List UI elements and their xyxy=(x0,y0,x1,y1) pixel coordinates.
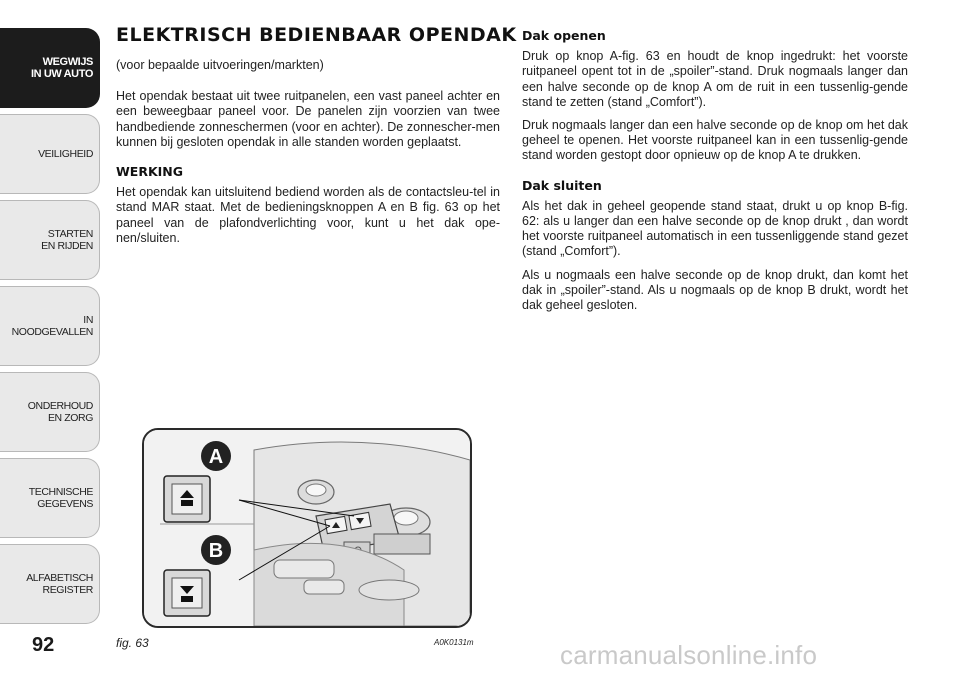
dak-sluiten-paragraph-2: Als u nogmaals een halve seconde op de knop drukt, dan komt het dak in „spoiler”-stand. Als u nogmaals op de knop B drukt, wordt het dak geheel gesloten. xyxy=(522,267,908,313)
tab-starten-en-rijden[interactable]: STARTEN EN RIJDEN xyxy=(0,200,100,280)
dak-openen-paragraph-2: Druk nogmaals langer dan een halve seconde op de knop om het dak geheel te openen. Het voorste ruitpaneel kan in een tussenlig-gende stand worden gestopt door opnieuw op de knop A te drukken. xyxy=(522,118,908,163)
callout-a-label: A xyxy=(208,446,224,468)
page-number: 92 xyxy=(32,634,55,656)
chapter-sidebar xyxy=(0,0,102,677)
werking-paragraph: Het opendak kan uitsluitend bediend worden als de contactsleu-tel in stand MAR staat. Met de bedieningsknoppen A en B fig. 63 op het paneel van de plafondverlichting voor, kunt u het dak ope-nen/sluiten. xyxy=(116,185,500,245)
callout-b-label: B xyxy=(208,540,224,562)
tab-wegwijs[interactable]: WEGWIJS IN UW AUTO xyxy=(0,28,100,108)
tab-in-noodgevallen[interactable]: IN NOODGEVALLEN xyxy=(0,286,100,366)
intro-paragraph: Het opendak bestaat uit twee ruitpanelen, een vast paneel achter en een beweegbaar paneel voor. De panelen zijn voorzien van twee handbediende zonneschermen (voor en achter). De zonnescher-men kunnen bij gesloten opendak in alle standen worden geplaatst. xyxy=(116,89,500,149)
figure-63-roof-buttons xyxy=(142,428,472,628)
tab-technische-gegevens[interactable]: TECHNISCHE GEGEVENS xyxy=(0,458,100,538)
figure-illustration xyxy=(144,430,470,626)
dak-sluiten-paragraph-1: Als het dak in geheel geopende stand staat, drukt u op knop B-fig. 62: als u langer dan een halve seconde op de knop drukt , dan wordt het voorste ruitpaneel automatisch in een tussenliggende stand gezet (stand „Comfort”). xyxy=(522,198,908,259)
right-column xyxy=(522,28,908,321)
page-title: ELEKTRISCH BEDIENBAAR OPENDAK xyxy=(116,24,517,46)
werking-heading: WERKING xyxy=(116,164,184,180)
availability-note: (voor bepaalde uitvoeringen/markten) xyxy=(116,58,324,72)
figure-code: A0K0131m xyxy=(434,638,474,647)
dak-openen-heading: Dak openen xyxy=(522,28,606,43)
tab-onderhoud-en-zorg[interactable]: ONDERHOUD EN ZORG xyxy=(0,372,100,452)
left-column xyxy=(116,58,500,254)
dak-sluiten-heading: Dak sluiten xyxy=(522,177,602,193)
watermark: carmanualsonline.info xyxy=(560,640,818,670)
dak-openen-paragraph-1: Druk op knop A-fig. 63 en houdt de knop ingedrukt: het voorste ruitpaneel opent tot in de „spoiler”-stand. Druk nogmaals langer dan een halve seconde op de knop A om de ruit in een tussenlig-gende stand te zetten (stand „Comfort”). xyxy=(522,49,908,109)
tab-alfabetisch-register[interactable]: ALFABETISCH REGISTER xyxy=(0,544,100,624)
tab-veiligheid[interactable]: VEILIGHEID xyxy=(0,114,100,194)
figure-caption: fig. 63 xyxy=(116,636,149,650)
